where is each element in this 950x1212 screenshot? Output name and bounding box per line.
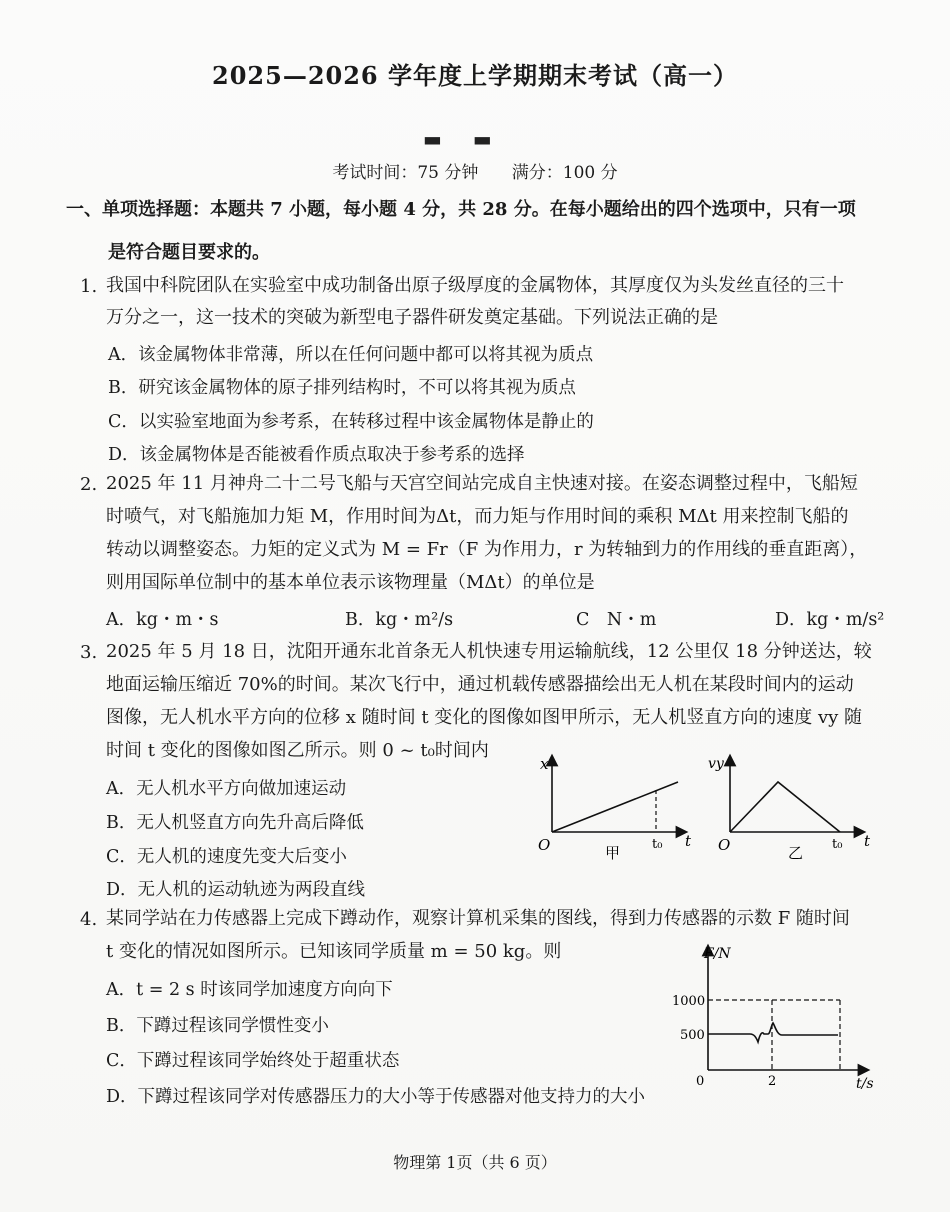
q2-stem-line1: 2025 年 11 月神舟二十二号飞船与天宫空间站完成自主快速对接。在姿态调整过程中，飞船短	[106, 473, 858, 494]
q1-option-a: A．该金属物体非常薄，所以在任何问题中都可以将其视为质点	[108, 345, 594, 365]
f-x0: 0	[696, 1074, 705, 1089]
graph-yi	[708, 752, 882, 862]
q3-number: 3.	[80, 642, 98, 663]
q3-stem-line2: 地面运输压缩近 70%的时间。某次飞行中，通过机载传感器描绘出无人机在某段时间内的运动	[106, 674, 854, 695]
q2-option-d: D．kg・m/s²	[775, 610, 885, 630]
q4-stem-line1: 某同学站在力传感器上完成下蹲动作，观察计算机采集的图线，得到力传感器的示数 F 随时间	[106, 908, 850, 929]
graph-jia	[530, 752, 700, 862]
q1-stem-line1: 我国中科院团队在实验室中成功制备出原子级厚度的金属物体，其厚度仅为头发丝直径的三十	[106, 275, 844, 296]
jia-caption: 甲	[605, 844, 621, 862]
q4-stem-line2: t 变化的情况如图所示。已知该同学质量 m = 50 kg。则	[106, 941, 562, 962]
q2-option-a: A．kg・m・s	[106, 610, 219, 630]
section-heading: 一、单项选择题：本题共 7 小题，每小题 4 分，共 28 分。在每小题给出的四个选项中，只有一项	[66, 199, 856, 220]
yi-t0-label: t₀	[832, 837, 843, 852]
f-x2: 2	[768, 1074, 777, 1089]
subject-title-smudge: ▬ ▬	[423, 127, 504, 151]
page-footer: 物理第 1页（共 6 页）	[393, 1153, 557, 1172]
f-y1000: 1000	[672, 994, 706, 1009]
section-heading-cont: 是符合题目要求的。	[108, 242, 270, 263]
q2-stem-line4: 则用国际单位制中的基本单位表示该物理量（MΔt）的单位是	[106, 572, 595, 593]
q1-stem-line2: 万分之一，这一技术的突破为新型电子器件研发奠定基础。下列说法正确的是	[106, 307, 718, 328]
exam-title: 2025—2026 学年度上学期期末考试（高一）	[212, 61, 738, 90]
q3-stem-line3: 图像，无人机水平方向的位移 x 随时间 t 变化的图像如图甲所示，无人机竖直方向的速度 vy 随	[106, 707, 863, 728]
jia-ylabel: x	[540, 755, 549, 773]
q1-option-c: C．以实验室地面为参考系，在转移过程中该金属物体是静止的	[108, 412, 594, 432]
q2-number: 2.	[80, 474, 98, 495]
jia-xlabel: t	[685, 832, 692, 850]
q2-stem-line2: 时喷气，对飞船施加力矩 M，作用时间为Δt，而力矩与作用时间的乘积 MΔt 用来控制飞船的	[106, 506, 849, 527]
q2-option-c: C N・m	[576, 610, 657, 630]
q3-option-c: C．无人机的速度先变大后变小	[106, 847, 347, 867]
q4-option-c: C．下蹲过程该同学始终处于超重状态	[106, 1051, 400, 1071]
f-xlabel: t/s	[856, 1076, 874, 1092]
f-ylabel: F/N	[704, 946, 731, 962]
yi-caption: 乙	[788, 844, 804, 862]
q3-option-a: A．无人机水平方向做加速运动	[106, 779, 347, 799]
exam-meta	[0, 158, 950, 183]
jia-origin: O	[538, 836, 551, 854]
full-score: 满分：100 分	[511, 163, 618, 183]
q4-option-a: A．t = 2 s 时该同学加速度方向向下	[106, 980, 393, 1000]
q1-number: 1.	[80, 276, 98, 297]
yi-origin: O	[718, 836, 731, 854]
q4-number: 4.	[80, 909, 98, 930]
q2-option-b: B．kg・m²/s	[345, 610, 454, 630]
q2-stem-line3: 转动以调整姿态。力矩的定义式为 M = Fr（F 为作用力，r 为转轴到力的作用线的垂直距离），	[106, 539, 868, 560]
q4-option-d: D．下蹲过程该同学对传感器压力的大小等于传感器对他支持力的大小	[106, 1087, 646, 1107]
q3-option-d: D．无人机的运动轨迹为两段直线	[106, 880, 366, 900]
jia-t0-label: t₀	[652, 837, 663, 852]
q4-option-b: B．下蹲过程该同学惯性变小	[106, 1016, 329, 1036]
q1-option-d: D．该金属物体是否能被看作质点取决于参考系的选择	[108, 445, 525, 465]
f-y500: 500	[680, 1028, 705, 1043]
q3-option-b: B．无人机竖直方向先升高后降低	[106, 813, 364, 833]
graph-force-time	[668, 938, 882, 1092]
f-t-curve	[708, 1023, 838, 1042]
yi-vy-t-line	[730, 782, 840, 832]
q1-option-b: B．研究该金属物体的原子排列结构时，不可以将其视为质点	[108, 378, 576, 398]
q3-stem-line1: 2025 年 5 月 18 日，沈阳开通东北首条无人机快速专用运输航线，12 公里仅 18 分钟送达，较	[106, 641, 872, 662]
exam-time: 考试时间：75 分钟	[332, 163, 479, 183]
yi-ylabel: vy	[708, 756, 724, 772]
q3-stem-line4: 时间 t 变化的图像如图乙所示。则 0 ~ t₀时间内	[106, 740, 489, 761]
yi-xlabel: t	[864, 832, 871, 850]
jia-x-t-line	[552, 782, 678, 832]
